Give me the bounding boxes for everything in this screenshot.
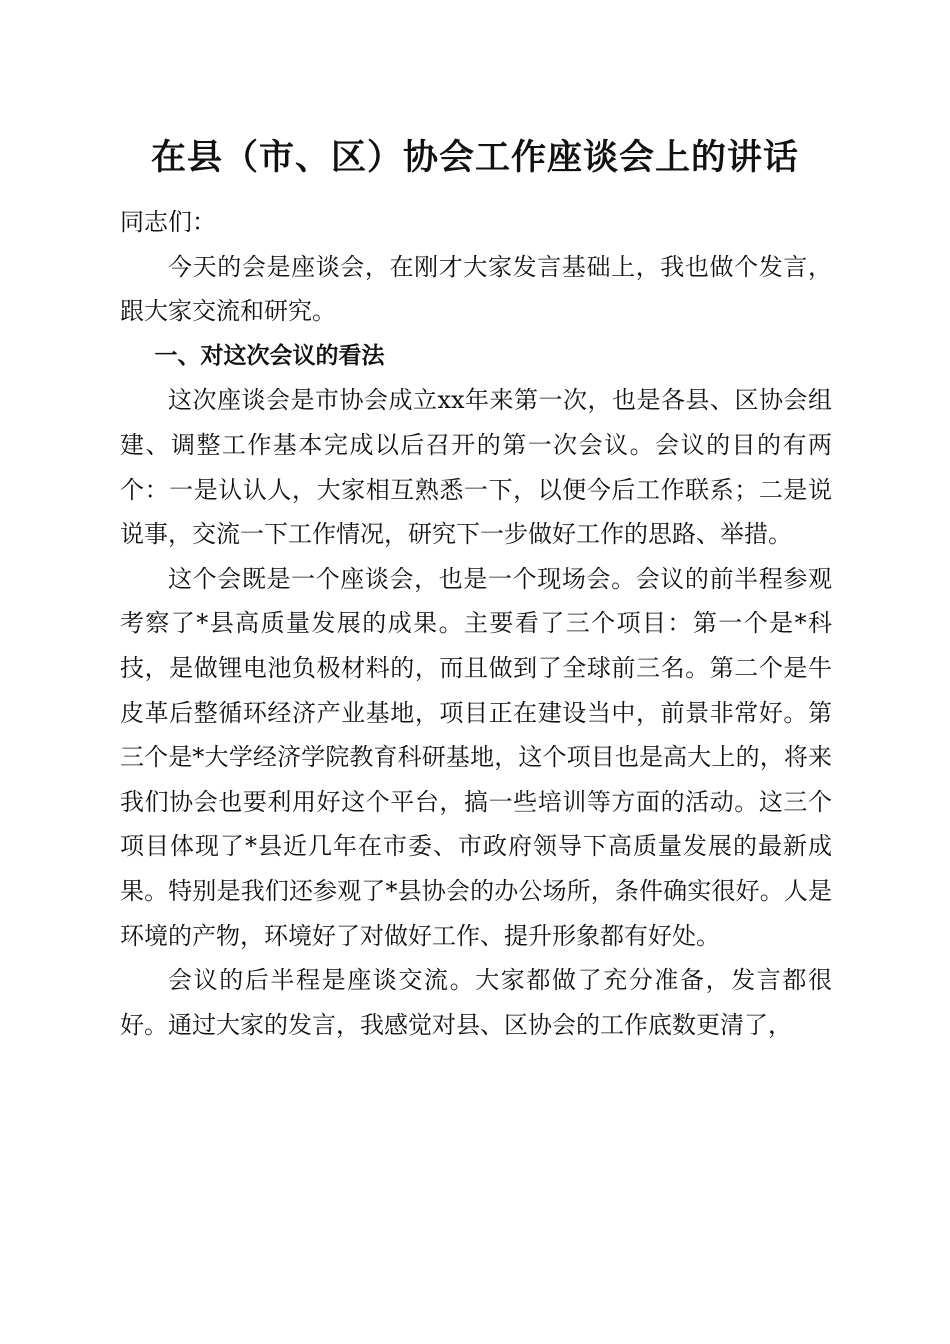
salutation: 同志们：: [120, 208, 216, 236]
document-body: [120, 200, 832, 1047]
section-heading-1: 一、对这次会议的看法: [154, 342, 385, 369]
paragraph-opening: 今天的会是座谈会，在刚才大家发言基础上，我也做个发言，跟大家交流和研究。: [120, 252, 832, 326]
paragraph-site-visit: 这个会既是一个座谈会，也是一个现场会。会议的前半程参观考察了*县高质量发展的成果。主要看了三个项目：第一个是*科技，是做锂电池负极材料的，而且做到了全球前三名。第二个是牛皮革后整循环经济产业基地，项目正在建设当中，前景非常好。第三个是*大学经济学院教育科研基地，这个项目也是高大上的，将来我们协会也要利用好这个平台，搞一些培训等方面的活动。这三个项目体现了*县近几年在市委、市政府领导下高质量发展的最新成果。特别是我们还参观了*县协会的办公场所，条件确实很好。人是环境的产物，环境好了对做好工作、提升形象都有好处。: [120, 564, 832, 950]
document-title: 在县（市、区）协会工作座谈会上的讲话: [150, 137, 799, 178]
paragraph-discussion: 会议的后半程是座谈交流。大家都做了充分准备，发言都很好。通过大家的发言，我感觉对县、区协会的工作底数更清了，: [120, 966, 832, 1039]
paragraph-meeting-purpose: 这次座谈会是市协会成立xx年来第一次，也是各县、区协会组建、调整工作基本完成以后召开的第一次会议。会议的目的有两个：一是认认人，大家相互熟悉一下，以便今后工作联系；二是说说事，交流一下工作情况，研究下一步做好工作的思路、举措。: [120, 386, 832, 549]
